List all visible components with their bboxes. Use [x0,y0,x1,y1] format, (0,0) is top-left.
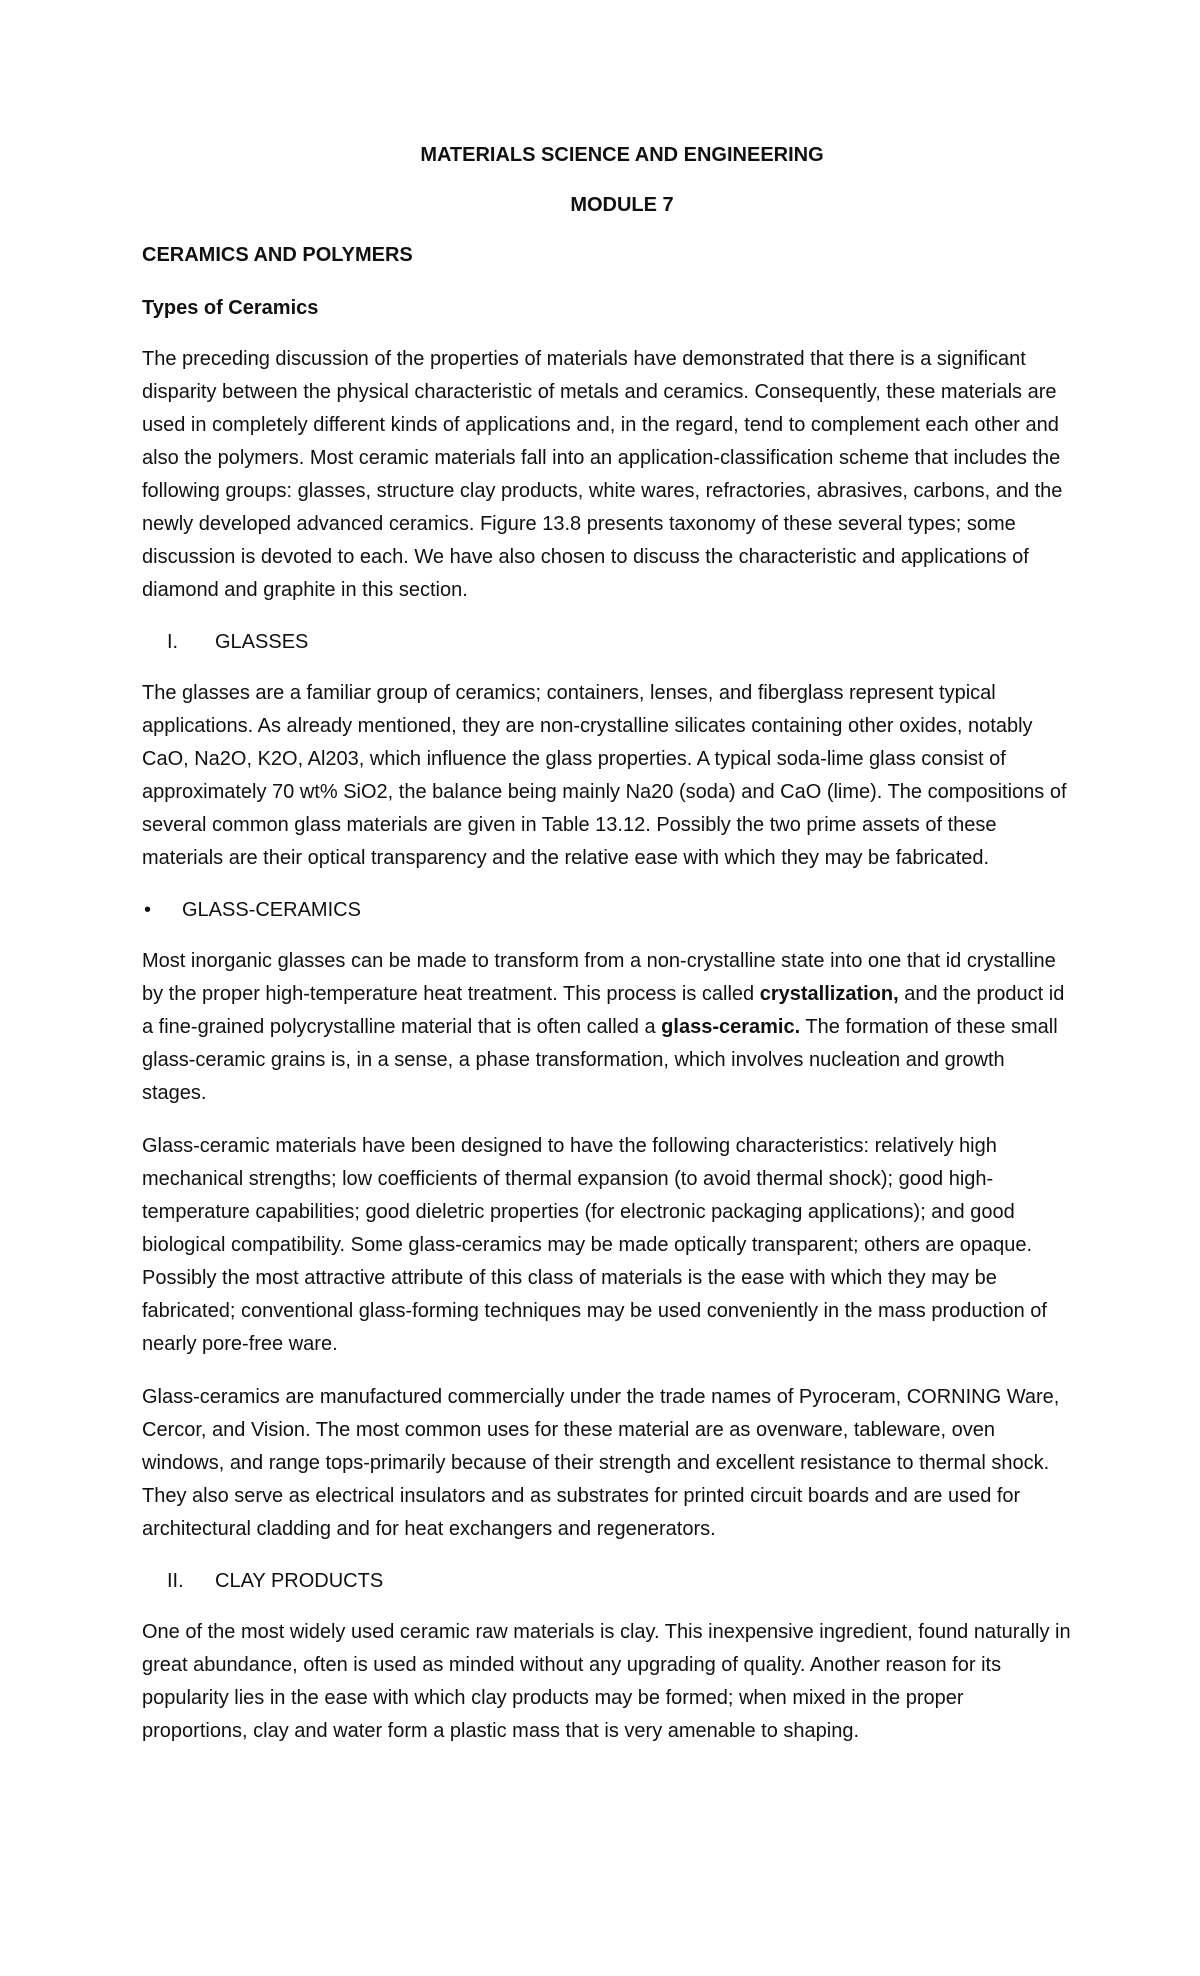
glass-ceramics-paragraph-1 [142,945,1072,1110]
text-run: The formation of these small glass-ceramic grains is, in a sense, a phase transformation, which involves nucleation and growth stages. [142,1016,1058,1104]
subsection-title: Types of Ceramics [142,297,319,319]
clay-products-numeral: II. [167,1570,184,1592]
module-label: MODULE 7 [570,194,674,216]
bullet-icon: • [144,899,152,921]
glass-ceramics-paragraph-3: Glass-ceramics are manufactured commercially under the trade names of Pyroceram, CORNING Ware, Cercor, and Vision. The most common uses for these material are as ovenware, tableware, oven windows, and range tops-primarily because of their strength and excellent resistance to thermal shock. They also serve as electrical insulators and as substrates for printed circuit boards and are used for architectural cladding and for heat exchangers and regenerators. [142,1386,1060,1540]
glass-ceramics-heading [142,895,1072,925]
clay-products-paragraph: One of the most widely used ceramic raw materials is clay. This inexpensive ingredient, found naturally in great abundance, often is used as minded without any upgrading of quality. Another reason for its popularity lies in the ease with which clay products may be formed; when mixed in the proper proportions, clay and water form a plastic mass that is very amenable to shaping. [142,1621,1071,1742]
bold-term-crystallization: crystallization, [759,983,899,1005]
text-run: and the product id a fine-grained polycrystalline material that is often called a [142,983,1065,1038]
glasses-paragraph: The glasses are a familiar group of ceramics; containers, lenses, and fiberglass represent typical applications. As already mentioned, they are non-crystalline silicates containing other oxides, notably CaO, Na2O, K2O, Al203, which influence the glass properties. A typical soda-lime glass consist of approximately 70 wt% SiO2, the balance being mainly Na20 (soda) and CaO (lime). The compositions of several common glass materials are given in Table 13.12. Possibly the two prime assets of these materials are their optical transparency and the relative ease with which they may be fabricated. [142,682,1067,869]
glasses-heading-text: GLASSES [215,631,309,653]
glass-ceramics-heading-text: GLASS-CERAMICS [182,899,361,921]
intro-paragraph: The preceding discussion of the properties of materials have demonstrated that there is a significant disparity between the physical characteristic of metals and ceramics. Consequently, these materials are used in completely different kinds of applications and, in the regard, tend to complement each other and also the polymers. Most ceramic materials fall into an application-classification scheme that includes the following groups: glasses, structure clay products, white wares, refractories, abrasives, carbons, and the newly developed advanced ceramics. Figure 13.8 presents taxonomy of these several types; some discussion is devoted to each. We have also chosen to discuss the characteristic and applications of diamond and graphite in this section. [142,348,1063,601]
bold-term-glass-ceramic: glass-ceramic. [661,1016,801,1038]
document-title: MATERIALS SCIENCE AND ENGINEERING [420,144,824,166]
text-run: Most inorganic glasses can be made to transform from a non-crystalline state into one that id crystalline by the proper high-temperature heat treatment. This process is called [142,950,1056,1005]
glass-ceramics-paragraph-2: Glass-ceramic materials have been designed to have the following characteristics: relatively high mechanical strengths; low coefficients of thermal expansion (to avoid thermal shock); good high-temperature capabilities; good dieletric properties (for electronic packaging applications); and good biological compatibility. Some glass-ceramics may be made optically transparent; others are opaque. Possibly the most attractive attribute of this class of materials is the ease with which they may be fabricated; conventional glass-forming techniques may be used conveniently in the mass production of nearly pore-free ware. [142,1135,1047,1355]
clay-products-heading-text: CLAY PRODUCTS [215,1570,384,1592]
glasses-numeral: I. [167,631,179,653]
document-page [142,140,1072,1748]
clay-products-heading [167,1566,1072,1596]
glasses-heading [167,627,1072,657]
section-title: CERAMICS AND POLYMERS [142,244,413,266]
